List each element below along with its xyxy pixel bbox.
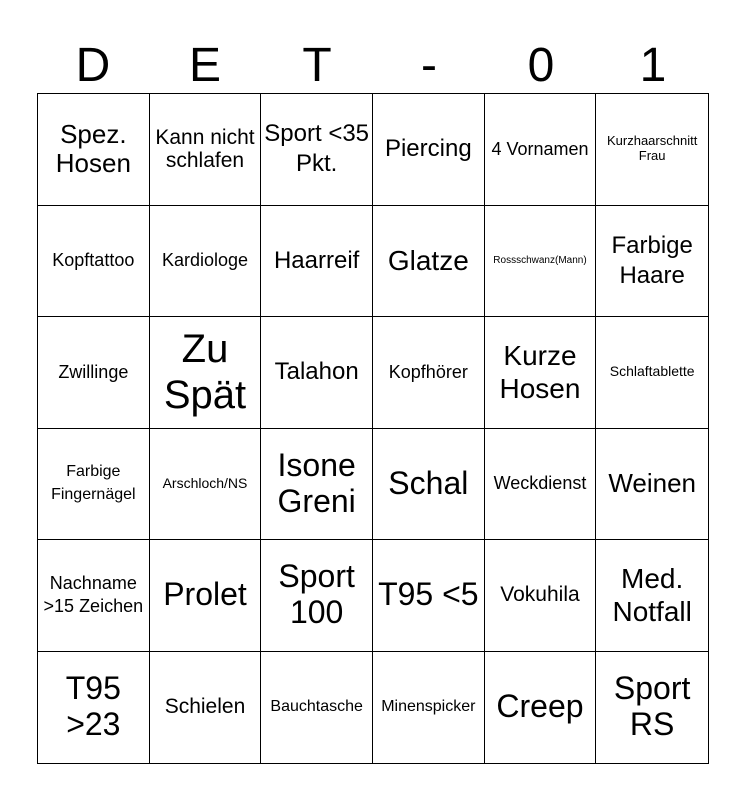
bingo-cell[interactable]: Kurzhaarschnitt Frau [596, 94, 708, 206]
bingo-cell[interactable]: Weinen [596, 429, 708, 541]
bingo-cell[interactable]: Minenspicker [373, 652, 485, 764]
header-letter: 0 [527, 39, 555, 92]
bingo-cell[interactable]: Zwillinge [38, 317, 150, 429]
bingo-cell[interactable]: Sport RS [613, 670, 691, 743]
header-letter: 1 [639, 39, 667, 92]
bingo-cell[interactable]: Rossschwanz(Mann) [485, 206, 597, 318]
bingo-cell[interactable]: Bauchtasche [261, 652, 373, 764]
bingo-cell[interactable]: Farbige Haare [596, 206, 708, 318]
bingo-cell[interactable]: Weckdienst [485, 429, 597, 541]
header-letter: E [188, 39, 221, 92]
bingo-cell[interactable]: Schlaftablette [596, 317, 708, 429]
bingo-header [37, 38, 709, 94]
bingo-cell[interactable]: Kann nicht schlafen [150, 94, 262, 206]
bingo-cell[interactable]: Talahon [261, 317, 373, 429]
bingo-cell[interactable]: Spez. Hosen [38, 94, 150, 206]
bingo-cell[interactable]: Prolet [150, 540, 262, 652]
bingo-cell[interactable]: Sport 100 [261, 540, 373, 652]
bingo-cell[interactable]: Sport <35 Pkt. [261, 94, 373, 206]
bingo-cell[interactable]: Glatze [373, 206, 485, 318]
bingo-cell[interactable]: Piercing [373, 94, 485, 206]
bingo-cell[interactable]: Schal [373, 429, 485, 541]
bingo-board [37, 93, 709, 764]
bingo-cell[interactable]: 4 Vornamen [485, 94, 597, 206]
bingo-cell[interactable]: Isone Greni [261, 429, 373, 541]
bingo-cell[interactable]: Vokuhila [485, 540, 597, 652]
bingo-cell[interactable]: Med. Notfall [596, 540, 708, 652]
header-letter: - [421, 39, 437, 92]
bingo-cell[interactable]: Zu Spät [150, 317, 262, 429]
header-letter: T [302, 39, 332, 92]
bingo-cell[interactable]: Kopftattoo [38, 206, 150, 318]
bingo-cell[interactable]: Kurze Hosen [485, 317, 597, 429]
bingo-cell[interactable]: T95 <5 [373, 540, 485, 652]
bingo-cell[interactable]: Creep [485, 652, 597, 764]
bingo-cell[interactable]: Kopfhörer [373, 317, 485, 429]
bingo-cell[interactable]: Nachname >15 Zeichen [38, 540, 150, 652]
bingo-cell[interactable]: Farbige Fingernägel [38, 429, 150, 541]
bingo-cell[interactable]: Haarreif [261, 206, 373, 318]
bingo-cell[interactable]: Schielen [150, 652, 262, 764]
bingo-cell[interactable]: Arschloch/NS [150, 429, 262, 541]
bingo-cell[interactable]: T95 >23 [38, 652, 150, 764]
bingo-cell[interactable]: Kardiologe [150, 206, 262, 318]
header-letter: D [75, 39, 111, 92]
